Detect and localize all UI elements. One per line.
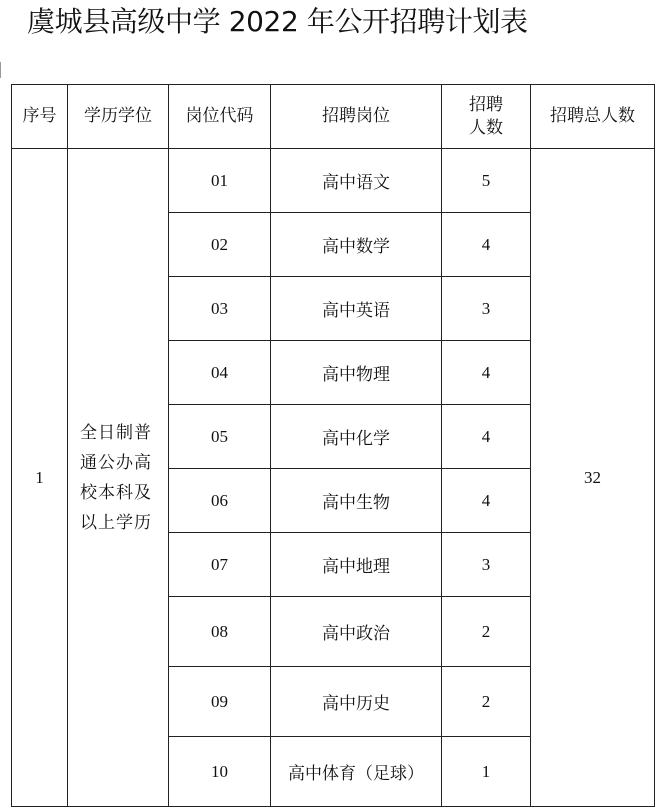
header-count-line2: 人数: [469, 117, 503, 138]
code-cell: 01: [169, 149, 271, 213]
count-cell: 4: [442, 405, 531, 469]
position-cell: 高中体育（足球）: [271, 737, 442, 807]
page-edge-mark: [0, 62, 4, 78]
position-cell: 高中生物: [271, 469, 442, 533]
position-cell: 高中英语: [271, 277, 442, 341]
code-cell: 08: [169, 597, 271, 667]
header-education: 学历学位: [68, 85, 169, 149]
count-cell: 4: [442, 341, 531, 405]
code-cell: 10: [169, 737, 271, 807]
count-cell: 2: [442, 597, 531, 667]
header-row: [12, 85, 655, 149]
education-line: 以上学历: [80, 512, 152, 533]
code-cell: 02: [169, 213, 271, 277]
table-row: [12, 149, 655, 213]
header-count: [442, 85, 531, 149]
education-line: 校本科及: [80, 482, 152, 503]
header-count-line1: 招聘: [469, 94, 503, 115]
count-cell: 3: [442, 533, 531, 597]
total-cell: 32: [531, 149, 655, 807]
count-cell: 3: [442, 277, 531, 341]
header-position-code: 岗位代码: [169, 85, 271, 149]
position-cell: 高中语文: [271, 149, 442, 213]
education-cell: [68, 149, 169, 807]
page-title: 虞城县高级中学 2022 年公开招聘计划表: [27, 5, 528, 38]
position-cell: 高中化学: [271, 405, 442, 469]
header-seq: 序号: [12, 85, 68, 149]
code-cell: 09: [169, 667, 271, 737]
education-line: 全日制普: [80, 422, 152, 443]
count-cell: 5: [442, 149, 531, 213]
count-cell: 4: [442, 213, 531, 277]
code-cell: 05: [169, 405, 271, 469]
code-cell: 07: [169, 533, 271, 597]
position-cell: 高中地理: [271, 533, 442, 597]
code-cell: 06: [169, 469, 271, 533]
header-position: 招聘岗位: [271, 85, 442, 149]
count-cell: 2: [442, 667, 531, 737]
education-line: 通公办高: [80, 452, 152, 473]
count-cell: 4: [442, 469, 531, 533]
position-cell: 高中政治: [271, 597, 442, 667]
header-total: 招聘总人数: [531, 85, 655, 149]
position-cell: 高中历史: [271, 667, 442, 737]
position-cell: 高中物理: [271, 341, 442, 405]
code-cell: 03: [169, 277, 271, 341]
position-cell: 高中数学: [271, 213, 442, 277]
code-cell: 04: [169, 341, 271, 405]
seq-cell: 1: [12, 149, 68, 807]
education-text: [80, 418, 156, 538]
recruitment-plan-table: [11, 84, 655, 807]
count-cell: 1: [442, 737, 531, 807]
